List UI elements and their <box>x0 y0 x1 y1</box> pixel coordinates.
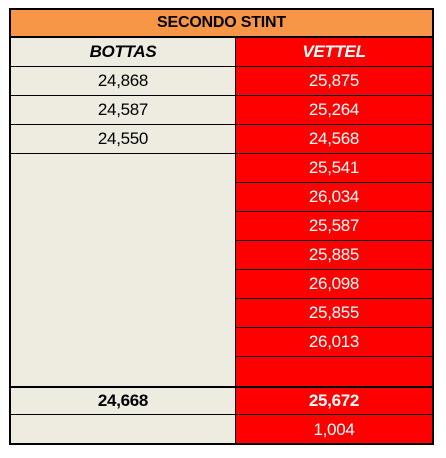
table-title: SECONDO STINT <box>11 10 432 38</box>
vettel-lap-cell <box>236 357 432 386</box>
bottas-column <box>11 38 236 443</box>
vettel-lap-cell: 25,264 <box>236 96 432 125</box>
bottas-lap-cell: 24,868 <box>11 67 235 96</box>
bottas-average-cell: 24,668 <box>11 386 235 415</box>
lap-times-table <box>9 8 434 445</box>
vettel-column <box>236 38 432 443</box>
vettel-lap-cell: 25,541 <box>236 154 432 183</box>
vettel-average-cell: 25,672 <box>236 386 432 415</box>
vettel-header: VETTEL <box>236 38 432 67</box>
vettel-gap-cell: 1,004 <box>313 419 355 439</box>
vettel-lap-cell: 25,875 <box>236 67 432 96</box>
vettel-lap-cell: 25,587 <box>236 212 432 241</box>
vettel-lap-cell: 26,098 <box>236 270 432 299</box>
vettel-lap-cell: 26,013 <box>236 328 432 357</box>
bottas-lap-cell: 24,587 <box>11 96 235 125</box>
bottas-gap-cell <box>11 415 235 444</box>
vettel-lap-cell: 25,855 <box>236 299 432 328</box>
vettel-lap-cell: 25,885 <box>236 241 432 270</box>
vettel-lap-cell: 26,034 <box>236 183 432 212</box>
vettel-lap-cell: 24,568 <box>236 125 432 154</box>
bottas-empty-cell <box>11 154 235 386</box>
bottas-lap-cell: 24,550 <box>11 125 235 154</box>
bottas-header: BOTTAS <box>11 38 235 67</box>
